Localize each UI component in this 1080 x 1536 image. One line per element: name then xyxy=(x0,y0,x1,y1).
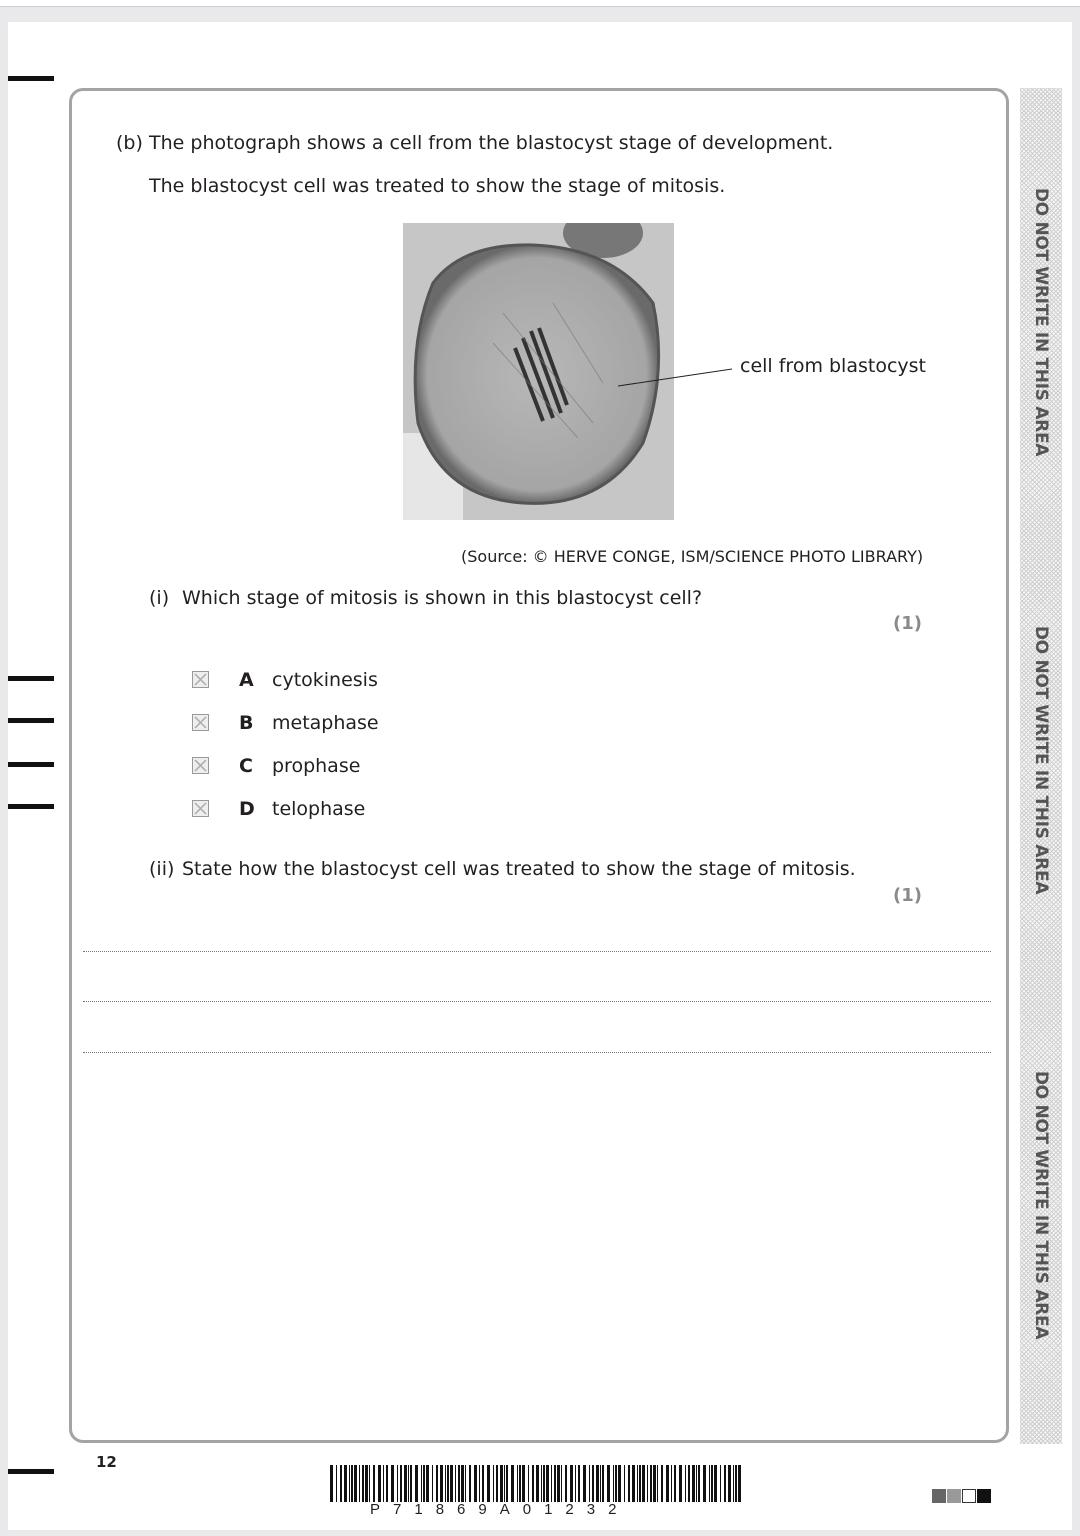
registration-mark xyxy=(8,804,54,809)
barcode-bar xyxy=(436,1465,438,1502)
barcode-bar xyxy=(469,1465,471,1502)
barcode-bar xyxy=(354,1465,357,1502)
barcode-bar xyxy=(465,1465,466,1502)
barcode-bar xyxy=(461,1465,464,1502)
subquestion-text: State how the blastocyst cell was treated to show the stage of mitosis. xyxy=(182,858,856,880)
barcode-bar xyxy=(447,1465,449,1502)
barcode-bar xyxy=(474,1465,477,1502)
barcode-bar xyxy=(415,1465,418,1502)
barcode-bar xyxy=(479,1465,480,1502)
option-text: telophase xyxy=(272,798,366,820)
barcode-bar xyxy=(561,1465,562,1502)
barcode-bar xyxy=(589,1465,590,1502)
barcode-bar xyxy=(671,1465,672,1502)
barcode-bar xyxy=(351,1465,353,1502)
barcode-bar xyxy=(551,1465,552,1502)
barcode-bar xyxy=(421,1465,422,1502)
intro-text: The blastocyst cell was treated to show the stage of mitosis. xyxy=(149,175,726,197)
barcode-bar xyxy=(349,1465,350,1502)
barcode-bar xyxy=(397,1465,398,1502)
barcode-bar xyxy=(592,1465,594,1502)
subquestion-label: (i) xyxy=(149,587,170,609)
barcode-bar xyxy=(410,1465,412,1502)
barcode xyxy=(330,1465,746,1502)
barcode-bar xyxy=(362,1465,364,1502)
barcode-bar xyxy=(432,1465,433,1502)
registration-mark xyxy=(8,1469,54,1474)
label-leader-line xyxy=(618,365,734,389)
option-letter: A xyxy=(239,669,254,691)
barcode-bar xyxy=(369,1465,370,1502)
barcode-bar xyxy=(685,1465,686,1502)
barcode-bar xyxy=(720,1465,721,1502)
barcode-bar xyxy=(383,1465,384,1502)
barcode-bar xyxy=(596,1465,599,1502)
barcode-bar xyxy=(426,1465,429,1502)
barcode-bar xyxy=(657,1465,658,1502)
page-color-key xyxy=(932,1489,991,1503)
barcode-bar xyxy=(575,1465,576,1502)
barcode-bar xyxy=(487,1465,490,1502)
barcode-bar xyxy=(666,1465,669,1502)
barcode-bar xyxy=(735,1465,737,1502)
barcode-bar xyxy=(618,1465,621,1502)
barcode-bar xyxy=(458,1465,460,1502)
barcode-bar xyxy=(496,1465,498,1502)
barcode-bar xyxy=(378,1465,381,1502)
intro-text: The photograph shows a cell from the blastocyst stage of development. xyxy=(149,132,834,154)
barcode-bar xyxy=(519,1465,521,1502)
page-number: 12 xyxy=(96,1453,117,1471)
barcode-bar xyxy=(445,1465,446,1502)
barcode-bar xyxy=(565,1465,567,1502)
option-letter: D xyxy=(239,798,255,820)
barcode-bar xyxy=(738,1465,741,1502)
barcode-bar xyxy=(373,1465,375,1502)
barcode-bar xyxy=(340,1465,342,1502)
barcode-bar xyxy=(661,1465,663,1502)
barcode-bar xyxy=(728,1465,731,1502)
barcode-bar xyxy=(400,1465,402,1502)
answer-checkbox-d[interactable] xyxy=(192,800,209,817)
marks-indicator: (1) xyxy=(893,885,922,906)
previous-page-edge xyxy=(0,0,1080,7)
barcode-bar xyxy=(404,1465,407,1502)
barcode-bar xyxy=(602,1465,604,1502)
answer-checkbox-b[interactable] xyxy=(192,714,209,731)
barcode-bar xyxy=(642,1465,645,1502)
barcode-bar xyxy=(650,1465,652,1502)
barcode-bar xyxy=(450,1465,453,1502)
barcode-bar xyxy=(522,1465,525,1502)
option-text: cytokinesis xyxy=(272,669,378,691)
barcode-bar xyxy=(506,1465,508,1502)
option-letter: C xyxy=(239,755,253,777)
barcode-bar xyxy=(536,1465,539,1502)
subquestion-text: Which stage of mitosis is shown in this blastocyst cell? xyxy=(182,587,703,609)
barcode-bar xyxy=(570,1465,573,1502)
barcode-bar xyxy=(714,1465,717,1502)
barcode-bar xyxy=(546,1465,549,1502)
barcode-bar xyxy=(639,1465,641,1502)
barcode-bar xyxy=(578,1465,580,1502)
barcode-bar xyxy=(674,1465,676,1502)
part-label: (b) xyxy=(116,132,143,154)
barcode-bar xyxy=(615,1465,617,1502)
barcode-bar xyxy=(455,1465,456,1502)
barcode-bar xyxy=(613,1465,614,1502)
answer-line[interactable] xyxy=(83,951,991,952)
barcode-bar xyxy=(653,1465,656,1502)
barcode-bar xyxy=(733,1465,734,1502)
subquestion-label: (ii) xyxy=(149,858,175,880)
barcode-bar xyxy=(557,1465,560,1502)
option-text: prophase xyxy=(272,755,361,777)
barcode-number: P71869A01232 xyxy=(370,1501,630,1518)
barcode-bar xyxy=(365,1465,368,1502)
barcode-bar xyxy=(637,1465,638,1502)
registration-mark xyxy=(8,676,54,681)
barcode-bar xyxy=(624,1465,625,1502)
barcode-bar xyxy=(554,1465,556,1502)
barcode-bar xyxy=(391,1465,394,1502)
answer-line[interactable] xyxy=(83,1001,991,1002)
barcode-bar xyxy=(330,1465,333,1502)
barcode-bar xyxy=(711,1465,713,1502)
barcode-bar xyxy=(528,1465,529,1502)
barcode-bar xyxy=(607,1465,610,1502)
barcode-bar xyxy=(359,1465,360,1502)
barcode-bar xyxy=(647,1465,648,1502)
barcode-bar xyxy=(500,1465,503,1502)
barcode-bar xyxy=(703,1465,706,1502)
barcode-bar xyxy=(692,1465,695,1502)
answer-checkbox-a[interactable] xyxy=(192,671,209,688)
barcode-bar xyxy=(386,1465,388,1502)
answer-line[interactable] xyxy=(83,1052,991,1053)
registration-mark xyxy=(8,76,54,81)
barcode-bar xyxy=(493,1465,494,1502)
barcode-bar xyxy=(482,1465,484,1502)
barcode-bar xyxy=(440,1465,443,1502)
answer-checkbox-c[interactable] xyxy=(192,757,209,774)
barcode-bar xyxy=(600,1465,601,1502)
marks-indicator: (1) xyxy=(893,613,922,634)
barcode-bar xyxy=(541,1465,542,1502)
photo-label: cell from blastocyst xyxy=(740,355,926,377)
registration-mark xyxy=(8,718,54,723)
barcode-bar xyxy=(504,1465,505,1502)
barcode-bar xyxy=(628,1465,630,1502)
barcode-bar xyxy=(344,1465,347,1502)
margin-warning: DO NOT WRITE IN THIS AREA xyxy=(1031,187,1051,457)
barcode-bar xyxy=(632,1465,635,1502)
registration-mark xyxy=(8,762,54,767)
photo-source: (Source: © HERVE CONGE, ISM/SCIENCE PHOTO LIBRARY) xyxy=(461,547,924,566)
barcode-bar xyxy=(696,1465,697,1502)
barcode-bar xyxy=(724,1465,726,1502)
option-text: metaphase xyxy=(272,712,379,734)
margin-warning: DO NOT WRITE IN THIS AREA xyxy=(1031,625,1051,895)
barcode-bar xyxy=(511,1465,514,1502)
barcode-bar xyxy=(423,1465,425,1502)
barcode-bar xyxy=(583,1465,586,1502)
margin-warning: DO NOT WRITE IN THIS AREA xyxy=(1031,1070,1051,1340)
barcode-bar xyxy=(517,1465,518,1502)
barcode-bar xyxy=(688,1465,690,1502)
option-letter: B xyxy=(239,712,254,734)
barcode-bar xyxy=(698,1465,700,1502)
barcode-bar xyxy=(336,1465,337,1502)
barcode-bar xyxy=(543,1465,545,1502)
barcode-bar xyxy=(408,1465,409,1502)
barcode-bar xyxy=(679,1465,682,1502)
barcode-bar xyxy=(532,1465,534,1502)
barcode-bar xyxy=(709,1465,710,1502)
